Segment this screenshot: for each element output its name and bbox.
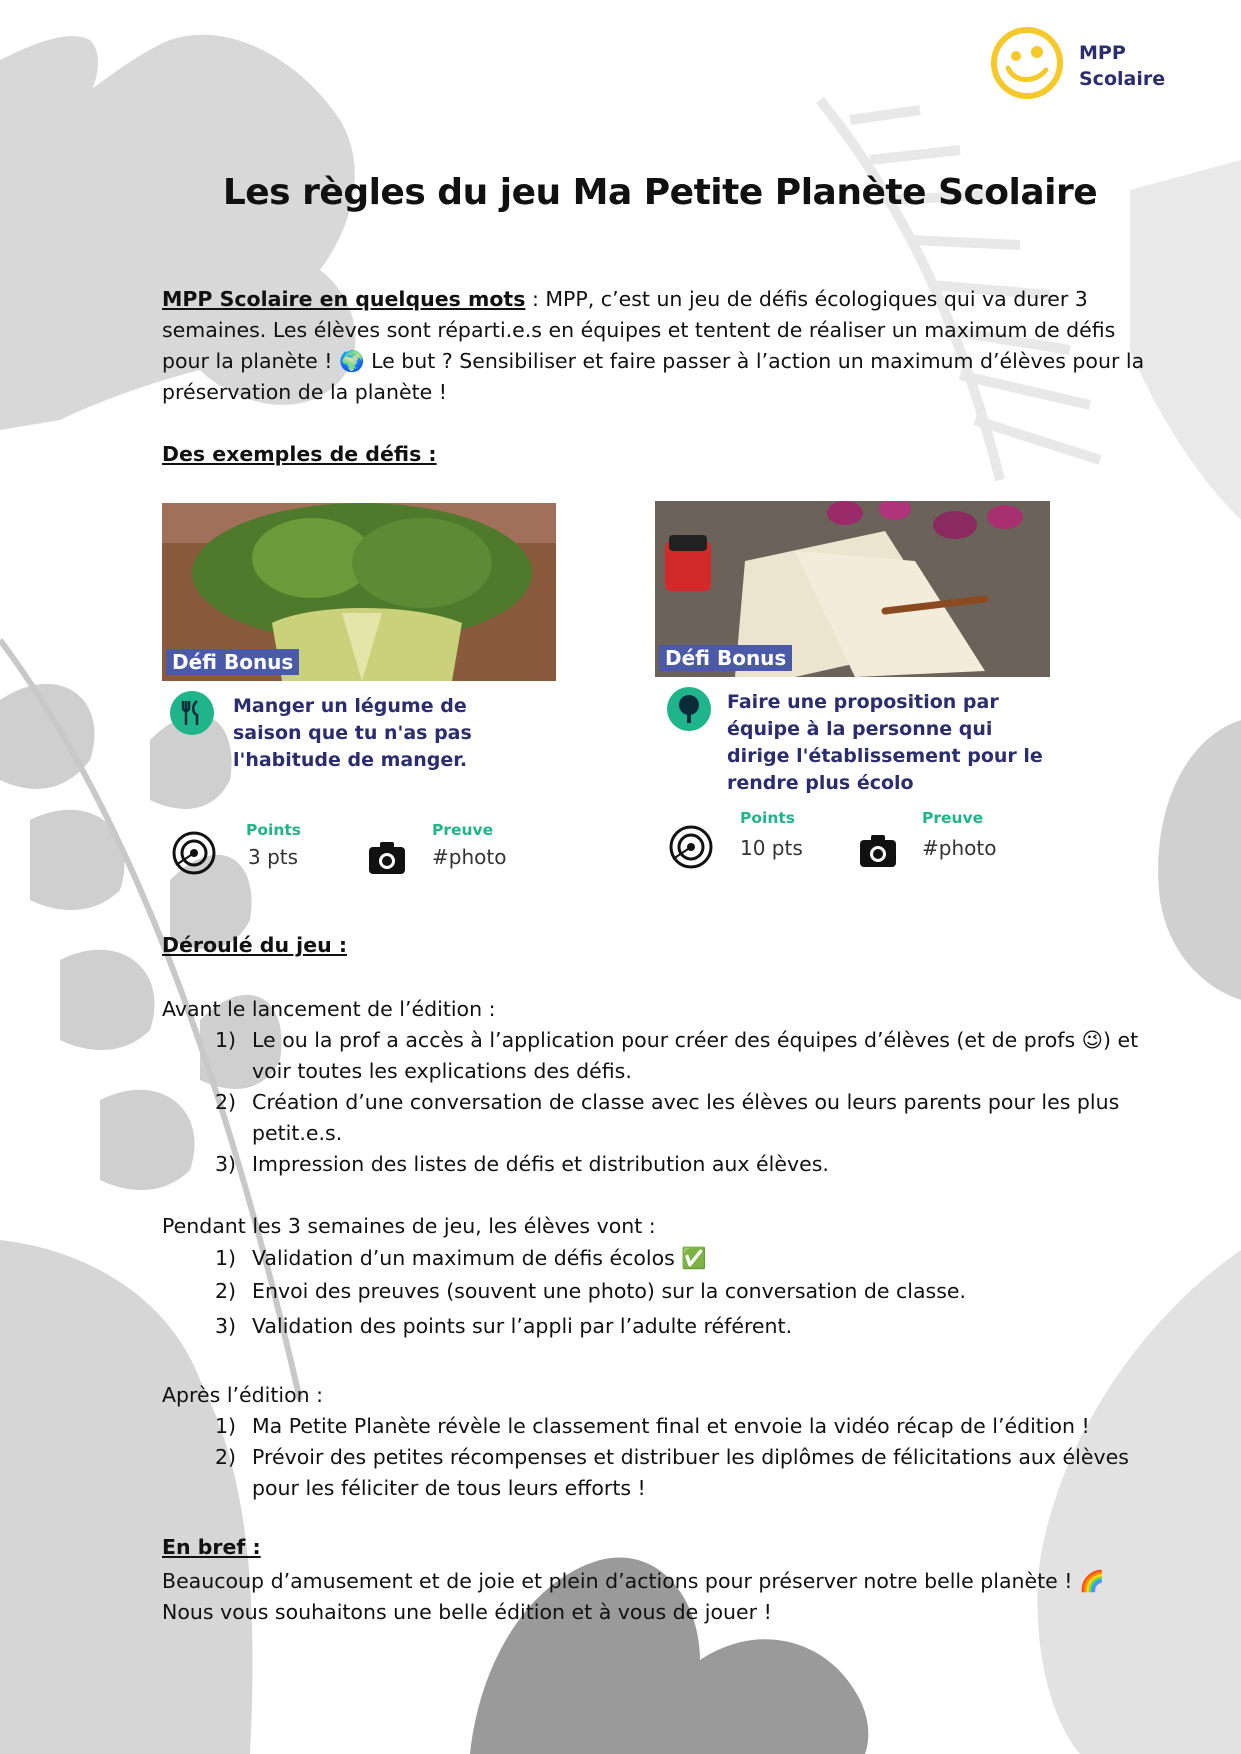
proof-value: #photo: [432, 845, 507, 869]
points-value: 10 pts: [740, 836, 803, 860]
cutlery-icon: [170, 691, 214, 735]
broccoli-photo: [162, 503, 556, 681]
challenge-description: Manger un légume de saison que tu n'as pas l'habitude de manger.: [233, 695, 472, 771]
summary-heading: En bref :: [162, 1535, 261, 1559]
challenge-description: Faire une proposition par équipe à la personne qui dirige l'établissement pour le rendre plus écolo: [727, 691, 1043, 794]
intro-paragraph: [162, 284, 1147, 408]
envelope-pen-photo: [655, 501, 1050, 677]
challenge-card-proposal: [655, 501, 1055, 881]
logo-line-1: MPP: [1079, 42, 1126, 64]
points-label: Points: [246, 821, 301, 839]
logo-line-2: Scolaire: [1079, 68, 1166, 90]
list-item: 2) Création d’une conversation de classe avec les élèves ou leurs parents pour les plus petit.e.s.: [215, 1090, 1120, 1145]
summary-line-1: Beaucoup d’amusement et de joie et plein d’actions pour préserver notre belle planète ! 🌈: [162, 1569, 1105, 1593]
after-intro: Après l’édition :: [162, 1383, 324, 1407]
list-item: 2) Envoi des preuves (souvent une photo) sur la conversation de classe.: [215, 1279, 967, 1303]
proof-value: #photo: [922, 836, 997, 860]
points-label: Points: [740, 809, 795, 827]
flow-heading: Déroulé du jeu :: [162, 933, 348, 957]
after-steps-list: [205, 1411, 1165, 1504]
list-item: 1) Validation d’un maximum de défis écolos ✅: [215, 1246, 707, 1270]
list-item: 2) Prévoir des petites récompenses et distribuer les diplômes de félicitations aux élèves pour les féliciter de tous leurs efforts !: [215, 1445, 1129, 1500]
before-steps-list: [205, 1025, 1165, 1180]
bonus-badge: Défi Bonus: [659, 645, 792, 671]
list-item: 3) Validation des points sur l’appli par l’adulte référent.: [215, 1314, 793, 1338]
during-intro: Pendant les 3 semaines de jeu, les élèves vont :: [162, 1214, 656, 1238]
page-title: Les règles du jeu Ma Petite Planète Scolaire: [222, 172, 1098, 213]
intro-label: MPP Scolaire en quelques mots: [162, 287, 526, 311]
bonus-badge: Défi Bonus: [166, 649, 299, 675]
during-steps-list: [205, 1243, 1165, 1342]
camera-icon: [368, 841, 406, 875]
challenge-card-vegetable: [162, 503, 562, 883]
list-item: 3) Impression des listes de défis et distribution aux élèves.: [215, 1152, 829, 1176]
camera-icon: [859, 834, 897, 868]
points-value: 3 pts: [248, 845, 299, 869]
target-icon: [667, 823, 715, 871]
intro-text: : MPP, c’est un jeu de défis écologiques qui va durer 3 semaines. Les élèves sont réparti.e.s en équipes et tentent de réaliser un maximum de défis pour la planète ! 🌍 Le but ? Sensibiliser et faire passer à l’action un maximum d’élèves pour la préservation de la planète !: [162, 287, 1145, 404]
proof-label: Preuve: [432, 821, 494, 839]
target-icon: [170, 829, 218, 877]
before-intro: Avant le lancement de l’édition :: [162, 997, 496, 1021]
list-item: 1) Ma Petite Planète révèle le classement final et envoie la vidéo récap de l’édition !: [215, 1414, 1090, 1438]
summary-line-2: Nous vous souhaitons une belle édition et à vous de jouer !: [162, 1600, 772, 1624]
smiley-logo-icon: [990, 26, 1064, 100]
proof-label: Preuve: [922, 809, 984, 827]
tree-icon: [667, 687, 711, 731]
list-item: 1) Le ou la prof a accès à l’application pour créer des équipes d’élèves (et de profs 😉) et voir toutes les explications des défis.: [215, 1028, 1139, 1083]
examples-heading: Des exemples de défis :: [162, 442, 437, 466]
mpp-scolaire-logo: [990, 26, 1190, 106]
